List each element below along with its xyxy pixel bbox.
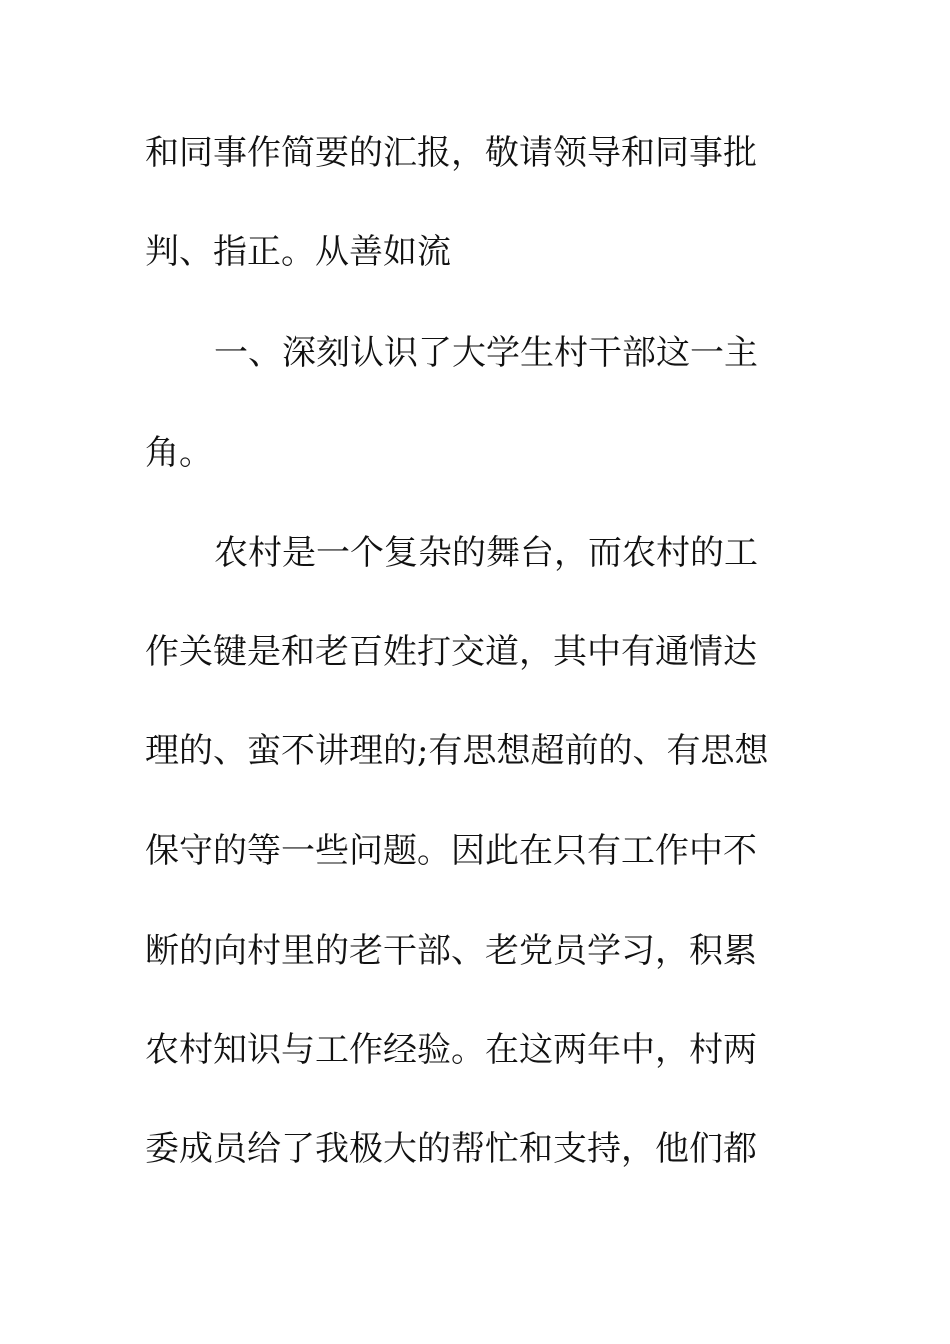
section-heading-line: 一、深刻认识了大学生村干部这一主 bbox=[214, 333, 758, 373]
text-line-7: 理的、蛮不讲理的;有思想超前的、有思想 bbox=[145, 731, 769, 771]
text-line-4: 角。 bbox=[145, 433, 213, 473]
text-line-10: 农村知识与工作经验。在这两年中，村两 bbox=[145, 1030, 757, 1070]
text-line-6: 作关键是和老百姓打交道，其中有通情达 bbox=[145, 632, 757, 672]
text-line-11: 委成员给了我极大的帮忙和支持，他们都 bbox=[145, 1129, 757, 1169]
paragraph-start-line: 农村是一个复杂的舞台，而农村的工 bbox=[214, 533, 758, 573]
text-line-1: 和同事作简要的汇报，敬请领导和同事批 bbox=[145, 133, 757, 173]
text-line-9: 断的向村里的老干部、老党员学习，积累 bbox=[145, 931, 757, 971]
text-line-8: 保守的等一些问题。因此在只有工作中不 bbox=[145, 831, 757, 871]
text-line-2: 判、指正。从善如流 bbox=[145, 232, 451, 272]
